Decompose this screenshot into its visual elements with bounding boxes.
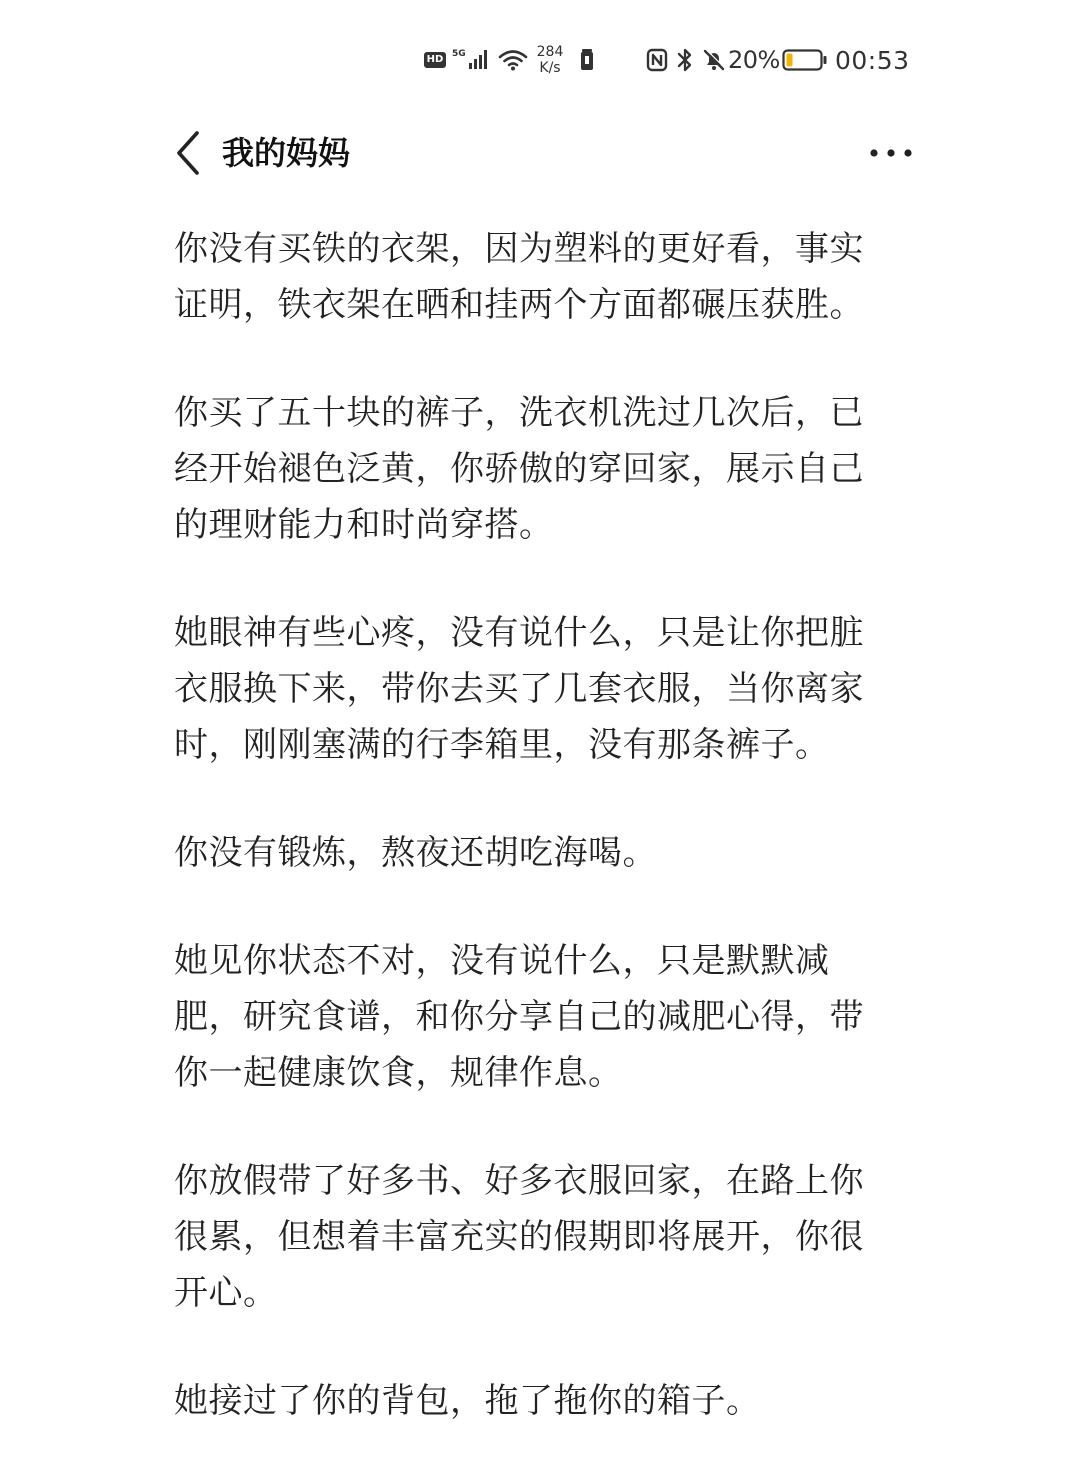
nfc-icon	[646, 38, 668, 82]
back-button[interactable]	[166, 128, 210, 178]
hd-badge-label: HD	[424, 52, 447, 68]
paragraph	[174, 605, 894, 773]
wifi-icon	[498, 38, 528, 82]
paragraph	[174, 385, 894, 553]
note-header	[0, 120, 1080, 186]
text-line: 她接过了你的背包，拖了拖你的箱子。	[174, 1381, 761, 1421]
text-line: 她见你状态不对，没有说什么，只是默默减	[174, 941, 830, 981]
phone-vibrate-icon	[580, 38, 594, 82]
paragraph	[174, 1153, 894, 1321]
bluetooth-icon	[676, 38, 694, 82]
text-line: 你买了五十块的裤子，洗衣机洗过几次后，已	[174, 393, 864, 433]
battery-percent: 20%	[728, 46, 780, 74]
chevron-left-icon	[173, 130, 203, 176]
paragraph	[174, 1373, 894, 1429]
text-line: 你没有买铁的衣架，因为塑料的更好看，事实	[174, 229, 864, 269]
signal-5g-icon	[452, 38, 492, 82]
more-options-button[interactable]	[862, 128, 924, 178]
svg-text:5G: 5G	[452, 49, 466, 59]
hd-voice-badge	[424, 38, 446, 82]
text-line: 的理财能力和时尚穿搭。	[174, 505, 554, 545]
status-time: 00:53	[835, 45, 910, 75]
battery-icon	[782, 38, 828, 82]
text-line: 很累，但想着丰富充实的假期即将展开，你很	[174, 1217, 864, 1257]
mute-bell-icon	[702, 38, 726, 82]
text-line: 你一起健康饮食，规律作息。	[174, 1053, 623, 1093]
text-line: 经开始褪色泛黄，你骄傲的穿回家，展示自己	[174, 449, 864, 489]
network-speed-unit: K/s	[539, 60, 561, 76]
text-line: 你没有锻炼，熬夜还胡吃海喝。	[174, 833, 657, 873]
text-line: 开心。	[174, 1273, 278, 1313]
page-title: 我的妈妈	[222, 134, 351, 172]
status-bar	[0, 38, 1080, 82]
note-body	[174, 221, 894, 1481]
text-line: 衣服换下来，带你去买了几套衣服，当你离家	[174, 669, 864, 709]
text-line: 肥，研究食谱，和你分享自己的减肥心得，带	[174, 997, 864, 1037]
text-line: 时，刚刚塞满的行李箱里，没有那条裤子。	[174, 725, 830, 765]
text-line: 你放假带了好多书、好多衣服回家，在路上你	[174, 1161, 864, 1201]
text-line: 证明，铁衣架在晒和挂两个方面都碾压获胜。	[174, 285, 864, 325]
paragraph	[174, 221, 894, 333]
network-speed-value: 284	[536, 44, 564, 60]
paragraph	[174, 825, 894, 881]
more-dots-icon	[868, 147, 918, 159]
network-speed	[534, 38, 566, 82]
text-line: 她眼神有些心疼，没有说什么，只是让你把脏	[174, 613, 864, 653]
paragraph	[174, 933, 894, 1101]
